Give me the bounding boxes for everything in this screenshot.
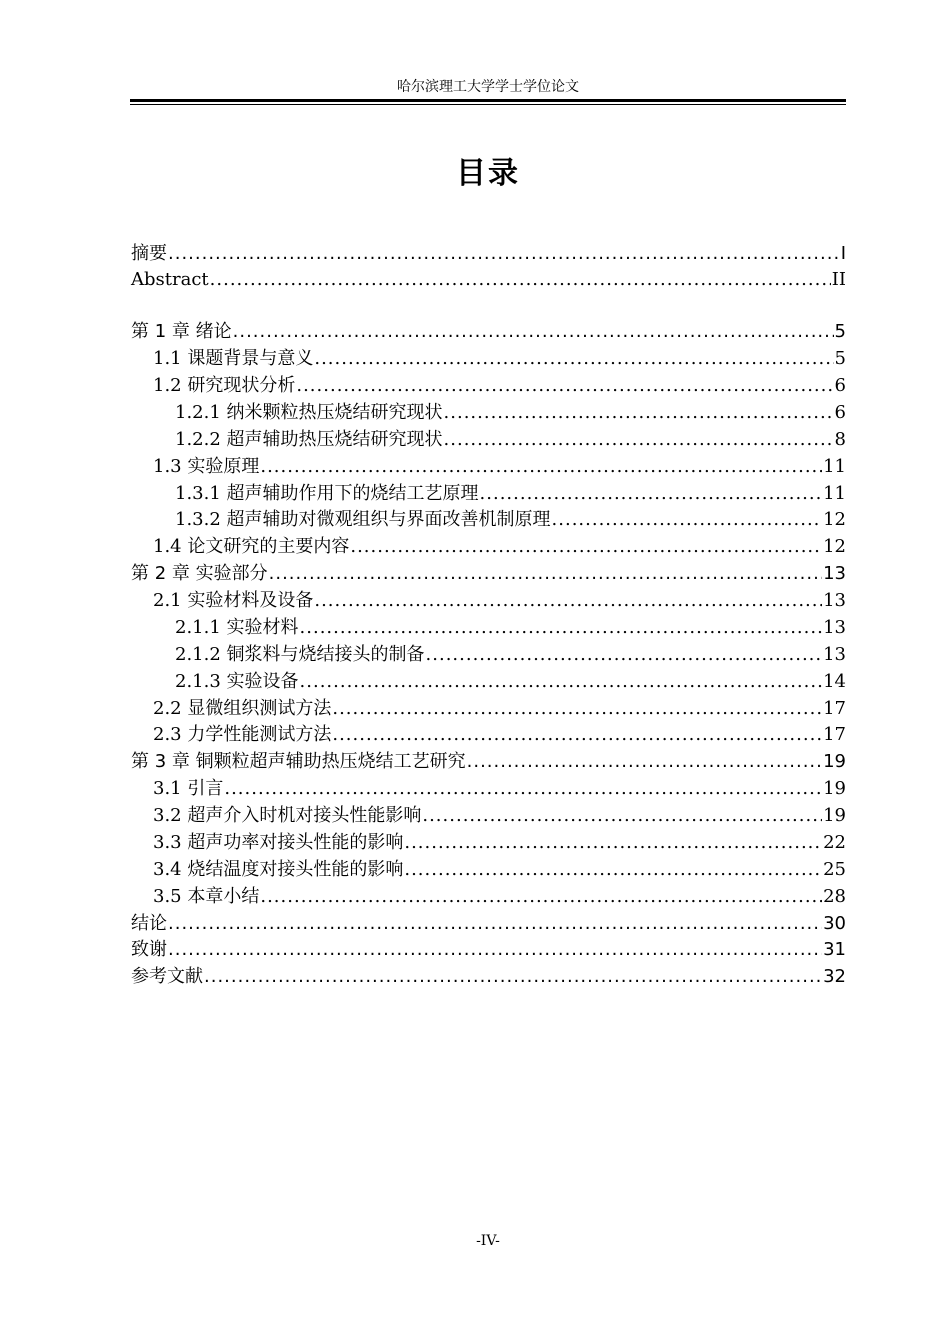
toc-leader-dots [300, 669, 823, 695]
toc-entry-1-2[interactable] [153, 373, 846, 399]
toc-leader-dots [350, 534, 822, 560]
toc-leader-dots [426, 642, 823, 668]
toc-entry-page: 5 [834, 348, 846, 369]
toc-entry-page: 19 [823, 778, 846, 799]
toc-entry-text: 2.1.2 铜浆料与烧结接头的制备 [175, 644, 425, 665]
toc-entry-chapter-1[interactable] [131, 319, 846, 345]
toc-entry-text: 2.2 显微组织测试方法 [153, 698, 332, 719]
toc-entry-1-3-2[interactable] [175, 507, 846, 533]
toc-leader-dots [168, 937, 822, 963]
toc-entry-page: 25 [823, 859, 846, 880]
toc-entry-page: 14 [823, 671, 846, 692]
toc-entry-conclusion[interactable] [131, 911, 846, 937]
toc-leader-dots [314, 588, 822, 614]
toc-entry-page: 12 [823, 509, 846, 530]
toc-entry-text: 3.5 本章小结 [153, 886, 260, 907]
toc-entry-text: 1.1 课题背景与意义 [153, 348, 314, 369]
toc-entry-text: 3.1 引言 [153, 778, 224, 799]
toc-leader-dots [422, 803, 822, 829]
toc-entry-1-3-1[interactable] [175, 481, 846, 507]
toc-entry-chapter-3[interactable] [131, 749, 846, 775]
toc-leader-dots [332, 696, 822, 722]
toc-entry-page: 17 [823, 724, 846, 745]
toc-entry-abstract-en[interactable] [131, 267, 846, 293]
toc-entry-page: 6 [834, 375, 846, 396]
toc-leader-dots [168, 911, 822, 937]
toc-entry-page: I [840, 243, 846, 264]
toc-entry-page: 11 [823, 456, 846, 477]
toc-entry-page: 19 [823, 751, 846, 772]
toc-entry-3-4[interactable] [153, 857, 846, 883]
toc-entry-page: 13 [823, 617, 846, 638]
toc-entry-chapter-2[interactable] [131, 561, 846, 587]
toc-entry-text: 致谢 [131, 939, 167, 960]
toc-entry-page: 8 [834, 429, 846, 450]
toc-entry-text: 第 3 章 铜颗粒超声辅助热压烧结工艺研究 [131, 751, 466, 772]
toc-entry-text: 结论 [131, 913, 167, 934]
toc-entry-2-1-3[interactable] [175, 669, 846, 695]
toc-entry-text: 2.1.1 实验材料 [175, 617, 299, 638]
toc-leader-dots [204, 964, 822, 990]
toc-entry-abstract-cn[interactable] [131, 241, 846, 267]
toc-leader-dots [168, 241, 840, 267]
toc-entry-text: 第 2 章 实验部分 [131, 563, 268, 584]
toc-entry-page: 22 [823, 832, 846, 853]
toc-leader-dots [260, 884, 822, 910]
toc-entry-text: 参考文献 [131, 966, 203, 987]
toc-entry-1-1[interactable] [153, 346, 846, 372]
toc-entry-page: 12 [823, 536, 846, 557]
toc-leader-dots [404, 830, 822, 856]
toc-leader-dots [224, 776, 822, 802]
toc-entry-text: 1.2 研究现状分析 [153, 375, 296, 396]
toc-entry-references[interactable] [131, 964, 846, 990]
toc-entry-page: 11 [823, 483, 846, 504]
toc-entry-text: 3.4 烧结温度对接头性能的影响 [153, 859, 404, 880]
toc-entry-page: 30 [823, 913, 846, 934]
toc-entry-text: 1.3 实验原理 [153, 456, 260, 477]
running-header: 哈尔滨理工大学学士学位论文 [397, 79, 579, 95]
toc-entry-3-5[interactable] [153, 884, 846, 910]
toc-entry-3-3[interactable] [153, 830, 846, 856]
toc-entry-text: 3.2 超声介入时机对接头性能影响 [153, 805, 422, 826]
toc-entry-text: 第 1 章 绪论 [131, 321, 232, 342]
toc-leader-dots [552, 507, 823, 533]
toc-leader-dots [332, 722, 822, 748]
toc-leader-dots [269, 561, 822, 587]
toc-leader-dots [233, 319, 834, 345]
page-number: -IV- [476, 1233, 500, 1249]
toc-entry-text: 摘要 [131, 243, 167, 264]
toc-leader-dots [314, 346, 833, 372]
toc-entry-text: 1.2.2 超声辅助热压烧结研究现状 [175, 429, 443, 450]
toc-leader-dots [444, 400, 834, 426]
toc-entry-page: II [831, 269, 846, 290]
toc-entry-page: 6 [834, 402, 846, 423]
toc-leader-dots [480, 481, 823, 507]
toc-entry-2-1-2[interactable] [175, 642, 846, 668]
toc-entry-text: 3.3 超声功率对接头性能的影响 [153, 832, 404, 853]
toc-entry-text: 1.4 论文研究的主要内容 [153, 536, 350, 557]
toc-entry-text: 2.1.3 实验设备 [175, 671, 299, 692]
toc-title: 目录 [456, 156, 520, 191]
toc-entry-page: 31 [823, 939, 846, 960]
toc-entry-text: Abstract [131, 269, 209, 290]
toc-entry-text: 2.3 力学性能测试方法 [153, 724, 332, 745]
toc-entry-page: 13 [823, 590, 846, 611]
toc-leader-dots [296, 373, 833, 399]
toc-entry-page: 13 [823, 644, 846, 665]
toc-entry-text: 1.3.2 超声辅助对微观组织与界面改善机制原理 [175, 509, 551, 530]
toc-entry-2-2[interactable] [153, 696, 846, 722]
toc-entry-text: 2.1 实验材料及设备 [153, 590, 314, 611]
toc-entry-page: 13 [823, 563, 846, 584]
toc-leader-dots [210, 267, 831, 293]
toc-entry-page: 28 [823, 886, 846, 907]
toc-entry-text: 1.3.1 超声辅助作用下的烧结工艺原理 [175, 483, 479, 504]
toc-entry-acknowledgements[interactable] [131, 937, 846, 963]
toc-entry-2-1[interactable] [153, 588, 846, 614]
toc-leader-dots [467, 749, 822, 775]
toc-entry-1-4[interactable] [153, 534, 846, 560]
toc-entry-1-2-1[interactable] [175, 400, 846, 426]
toc-entry-2-1-1[interactable] [175, 615, 846, 641]
toc-entry-1-3[interactable] [153, 454, 846, 480]
toc-entry-text: 1.2.1 纳米颗粒热压烧结研究现状 [175, 402, 443, 423]
toc-entry-page: 32 [823, 966, 846, 987]
toc-leader-dots [260, 454, 822, 480]
toc-entry-page: 19 [823, 805, 846, 826]
toc-leader-dots [444, 427, 834, 453]
toc-leader-dots [300, 615, 823, 641]
toc-entry-page: 5 [834, 321, 846, 342]
toc-entry-1-2-2[interactable] [175, 427, 846, 453]
toc-entry-2-3[interactable] [153, 722, 846, 748]
toc-entry-3-1[interactable] [153, 776, 846, 802]
toc-leader-dots [404, 857, 822, 883]
toc-entry-page: 17 [823, 698, 846, 719]
toc-entry-3-2[interactable] [153, 803, 846, 829]
